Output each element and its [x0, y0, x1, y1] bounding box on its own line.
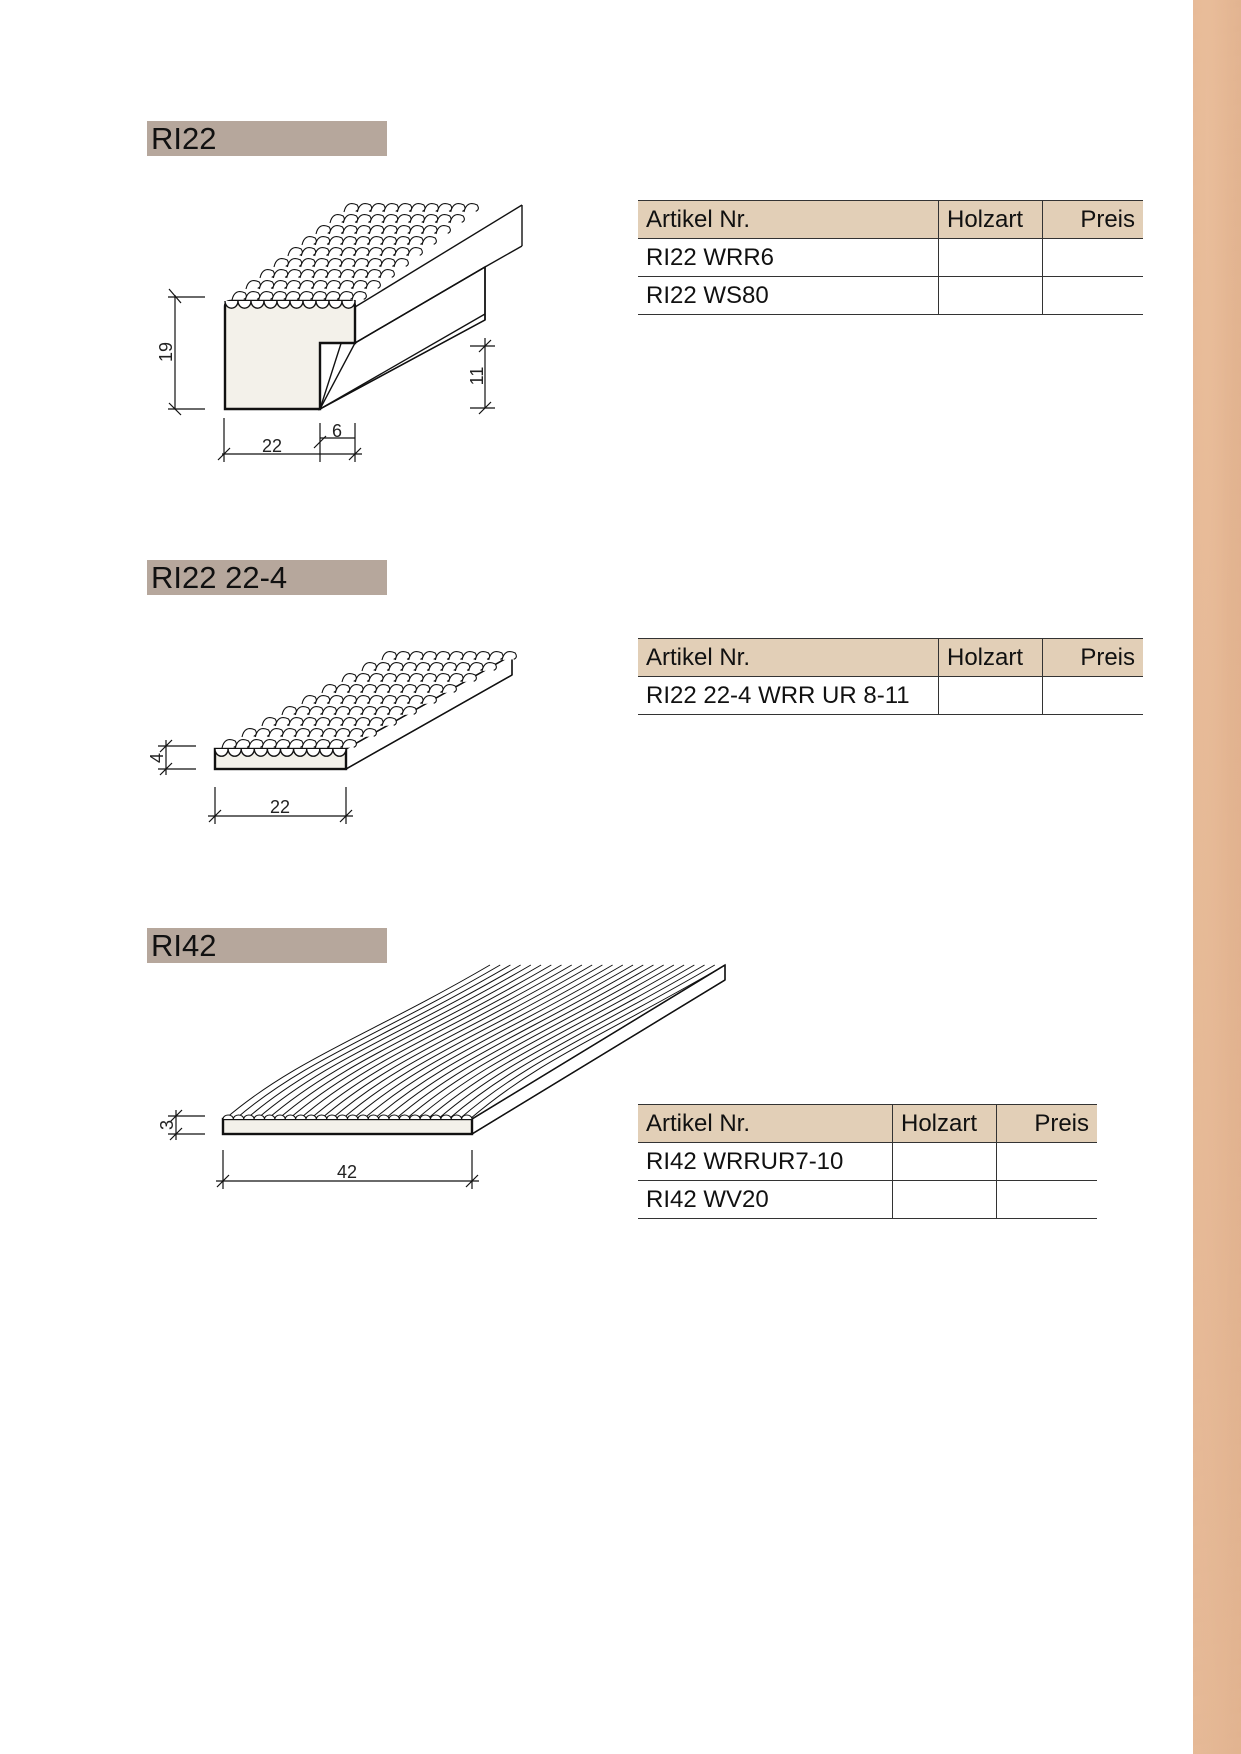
- scale-mark: [395, 674, 409, 682]
- scale-mark: [415, 685, 429, 693]
- scale-mark: [423, 215, 437, 223]
- scale-mark: [383, 226, 397, 234]
- rib-crest: [296, 1115, 306, 1119]
- scale-mark: [295, 707, 309, 715]
- scale-mark: [409, 226, 423, 234]
- scale-mark: [315, 237, 329, 245]
- preis-cell: [1043, 677, 1144, 715]
- scale-mark: [301, 259, 315, 267]
- scale-mark: [262, 740, 276, 748]
- scallop-mark: [342, 301, 355, 308]
- scale-mark: [369, 674, 383, 682]
- scale-mark: [429, 685, 443, 693]
- scale-mark: [367, 259, 381, 267]
- rib-line: [459, 965, 714, 1119]
- scale-mark: [285, 292, 299, 300]
- scale-mark: [289, 718, 303, 726]
- scale-mark: [380, 270, 394, 278]
- preis-cell: [997, 1181, 1098, 1219]
- dim-width-ri42: 42: [336, 1162, 358, 1182]
- scale-mark: [382, 237, 396, 245]
- holzart-cell: [893, 1143, 997, 1181]
- scale-mark: [369, 696, 383, 704]
- scale-mark: [342, 718, 356, 726]
- scale-mark: [322, 729, 336, 737]
- scale-mark: [415, 663, 429, 671]
- scale-mark: [349, 685, 363, 693]
- scale-mark: [309, 729, 323, 737]
- scale-mark: [354, 259, 368, 267]
- scale-mark: [429, 663, 443, 671]
- scale-mark: [301, 248, 315, 256]
- scale-mark: [449, 674, 463, 682]
- scale-mark: [455, 663, 469, 671]
- scale-mark: [329, 696, 343, 704]
- scale-mark: [402, 685, 416, 693]
- scale-mark: [302, 740, 316, 748]
- scale-mark: [287, 259, 301, 267]
- scale-mark: [327, 259, 341, 267]
- scale-mark: [355, 696, 369, 704]
- preis-cell: [997, 1143, 1098, 1181]
- scale-mark: [275, 718, 289, 726]
- scale-mark: [343, 215, 357, 223]
- scale-mark: [375, 663, 389, 671]
- scale-mark: [326, 281, 340, 289]
- scale-mark: [329, 718, 343, 726]
- scale-mark: [451, 204, 465, 212]
- scale-mark: [352, 292, 366, 300]
- scale-mark: [389, 707, 403, 715]
- scale-mark: [442, 663, 456, 671]
- scale-mark: [389, 663, 403, 671]
- scale-mark: [259, 292, 273, 300]
- scale-mark: [273, 281, 287, 289]
- scale-mark: [315, 248, 329, 256]
- scallop-mark: [215, 749, 228, 756]
- rib-crest: [233, 1115, 243, 1119]
- scale-mark: [396, 226, 410, 234]
- scale-mark: [362, 663, 376, 671]
- rib-crest: [462, 1115, 472, 1119]
- scale-mark: [343, 226, 357, 234]
- artikel-cell: RI42 WRRUR7-10: [638, 1143, 893, 1181]
- col-artikel: Artikel Nr.: [638, 1105, 893, 1143]
- artikel-cell: RI42 WV20: [638, 1181, 893, 1219]
- scale-mark: [382, 696, 396, 704]
- scale-mark: [269, 729, 283, 737]
- table-row: [638, 277, 1143, 315]
- scale-mark: [375, 685, 389, 693]
- scale-mark: [302, 696, 316, 704]
- scale-mark: [300, 270, 314, 278]
- rib-crest: [244, 1115, 254, 1119]
- rib-crest: [431, 1115, 441, 1119]
- dim-rebate-ri22: 6: [331, 421, 343, 441]
- scale-mark: [422, 674, 436, 682]
- scale-mark: [353, 270, 367, 278]
- scale-mark: [342, 237, 356, 245]
- scale-mark: [356, 226, 370, 234]
- scale-mark: [245, 292, 259, 300]
- scale-mark: [339, 281, 353, 289]
- rib-crest: [337, 1115, 347, 1119]
- scale-mark: [369, 237, 383, 245]
- scale-mark: [397, 204, 411, 212]
- col-preis: Preis: [1043, 201, 1144, 239]
- artikel-cell: RI22 WS80: [638, 277, 939, 315]
- scale-mark: [329, 237, 343, 245]
- rib-crest: [327, 1115, 337, 1119]
- scale-mark: [344, 204, 358, 212]
- scale-mark: [342, 740, 356, 748]
- scale-mark: [502, 652, 516, 660]
- scale-mark: [330, 215, 344, 223]
- scale-mark: [288, 248, 302, 256]
- preis-cell: [1043, 239, 1144, 277]
- section-title-ri22: RI22: [147, 121, 387, 156]
- scale-mark: [435, 652, 449, 660]
- rib-crest: [275, 1115, 285, 1119]
- scale-mark: [464, 204, 478, 212]
- scallop-mark: [277, 301, 290, 308]
- scallop-mark: [290, 301, 303, 308]
- table-row: [638, 1181, 1097, 1219]
- scallop-mark: [316, 301, 329, 308]
- section-title-ri22-22-4: RI22 22-4: [147, 560, 387, 595]
- scale-mark: [489, 652, 503, 660]
- col-artikel: Artikel Nr.: [638, 201, 939, 239]
- scallop-mark: [225, 301, 238, 308]
- rib-crest: [451, 1115, 461, 1119]
- scale-mark: [328, 248, 342, 256]
- scale-mark: [274, 259, 288, 267]
- scale-mark: [313, 270, 327, 278]
- scale-mark: [402, 707, 416, 715]
- scale-mark: [450, 215, 464, 223]
- scale-mark: [409, 696, 423, 704]
- scale-mark: [409, 674, 423, 682]
- scale-mark: [469, 663, 483, 671]
- scale-mark: [342, 696, 356, 704]
- scale-mark: [335, 729, 349, 737]
- scale-mark: [353, 281, 367, 289]
- scale-mark: [299, 292, 313, 300]
- scallop-mark: [281, 749, 294, 756]
- scale-mark: [302, 718, 316, 726]
- rib-crest: [285, 1115, 295, 1119]
- scallop-mark: [294, 749, 307, 756]
- rib-line: [374, 965, 633, 1119]
- scale-mark: [411, 204, 425, 212]
- scale-mark: [395, 237, 409, 245]
- scale-mark: [339, 292, 353, 300]
- rib-crest: [420, 1115, 430, 1119]
- scale-mark: [249, 740, 263, 748]
- dim-width-ri22-22-4: 22: [269, 797, 291, 817]
- scale-mark: [235, 740, 249, 748]
- price-table-ri22-22-4: [638, 638, 1143, 715]
- scale-mark: [314, 259, 328, 267]
- scale-mark: [246, 281, 260, 289]
- scale-mark: [299, 281, 313, 289]
- scallop-mark: [264, 301, 277, 308]
- scale-mark: [289, 740, 303, 748]
- scale-mark: [260, 270, 274, 278]
- scale-mark: [423, 226, 437, 234]
- scale-mark: [382, 674, 396, 682]
- dim-height-ri22: 19: [156, 341, 176, 363]
- scale-mark: [402, 663, 416, 671]
- col-holzart: Holzart: [939, 639, 1043, 677]
- holzart-cell: [939, 677, 1043, 715]
- scale-mark: [259, 281, 273, 289]
- scale-mark: [313, 281, 327, 289]
- scale-mark: [395, 652, 409, 660]
- col-holzart: Holzart: [893, 1105, 997, 1143]
- scale-mark: [341, 259, 355, 267]
- scale-mark: [322, 685, 336, 693]
- artikel-cell: RI22 WRR6: [638, 239, 939, 277]
- scale-mark: [282, 729, 296, 737]
- scale-mark: [282, 707, 296, 715]
- scallop-mark: [303, 301, 316, 308]
- scallop-mark: [307, 749, 320, 756]
- price-table-ri42: [638, 1104, 1097, 1219]
- scale-mark: [309, 707, 323, 715]
- rib-line: [353, 965, 613, 1119]
- scale-mark: [435, 674, 449, 682]
- scale-mark: [382, 652, 396, 660]
- scallop-mark: [228, 749, 241, 756]
- rib-crest: [379, 1115, 389, 1119]
- profile-drawing-ri22: [140, 190, 540, 470]
- rib-crest: [399, 1115, 409, 1119]
- scale-mark: [312, 292, 326, 300]
- scale-mark: [367, 270, 381, 278]
- scale-mark: [437, 204, 451, 212]
- dim-width-ri22: 22: [261, 436, 283, 456]
- scale-mark: [316, 226, 330, 234]
- scale-mark: [355, 237, 369, 245]
- scale-mark: [232, 292, 246, 300]
- rib-line: [342, 965, 602, 1119]
- scale-mark: [362, 707, 376, 715]
- scale-mark: [349, 729, 363, 737]
- scale-mark: [395, 248, 409, 256]
- scale-mark: [369, 226, 383, 234]
- scale-mark: [442, 685, 456, 693]
- scale-mark: [362, 685, 376, 693]
- scale-mark: [422, 237, 436, 245]
- scale-mark: [395, 696, 409, 704]
- scale-mark: [371, 204, 385, 212]
- scale-mark: [482, 663, 496, 671]
- scale-mark: [302, 237, 316, 245]
- rib-crest: [316, 1115, 326, 1119]
- rib-crest: [410, 1115, 420, 1119]
- scale-mark: [329, 226, 343, 234]
- rib-line: [438, 965, 694, 1119]
- rib-line: [363, 965, 622, 1119]
- scale-mark: [381, 248, 395, 256]
- scale-mark: [315, 740, 329, 748]
- scallop-mark: [333, 749, 346, 756]
- scale-mark: [322, 707, 336, 715]
- rib-crest: [223, 1115, 233, 1119]
- scale-mark: [286, 281, 300, 289]
- rib-crest: [306, 1115, 316, 1119]
- scale-mark: [315, 718, 329, 726]
- dim-depth-ri22: 11: [467, 366, 487, 386]
- scale-mark: [355, 674, 369, 682]
- scale-mark: [383, 215, 397, 223]
- scale-mark: [384, 204, 398, 212]
- table-row: [638, 677, 1143, 715]
- scale-mark: [329, 740, 343, 748]
- scale-mark: [357, 204, 371, 212]
- wood-texture-strip: [1193, 0, 1241, 1754]
- scallop-mark: [241, 749, 254, 756]
- scale-mark: [437, 215, 451, 223]
- section-title-ri42: RI42: [147, 928, 387, 963]
- scale-mark: [325, 292, 339, 300]
- rib-crest: [368, 1115, 378, 1119]
- scale-mark: [355, 718, 369, 726]
- rib-crest: [389, 1115, 399, 1119]
- col-artikel: Artikel Nr.: [638, 639, 939, 677]
- dim-height-ri42: 3: [157, 1119, 177, 1131]
- scale-mark: [273, 270, 287, 278]
- scale-mark: [315, 696, 329, 704]
- rib-crest: [254, 1115, 264, 1119]
- scale-mark: [340, 270, 354, 278]
- table-row: [638, 239, 1143, 277]
- holzart-cell: [939, 277, 1043, 315]
- scale-mark: [382, 718, 396, 726]
- scale-mark: [375, 707, 389, 715]
- scale-mark: [341, 248, 355, 256]
- scale-mark: [272, 292, 286, 300]
- scale-mark: [409, 652, 423, 660]
- rib-line: [417, 965, 674, 1119]
- rib-crest: [358, 1115, 368, 1119]
- scallop-mark: [329, 301, 342, 308]
- scale-mark: [222, 740, 236, 748]
- scale-mark: [342, 674, 356, 682]
- scale-mark: [242, 729, 256, 737]
- col-holzart: Holzart: [939, 201, 1043, 239]
- artikel-cell: RI22 22-4 WRR UR 8-11: [638, 677, 939, 715]
- scale-mark: [369, 718, 383, 726]
- scale-mark: [275, 740, 289, 748]
- scale-mark: [462, 652, 476, 660]
- preis-cell: [1043, 277, 1144, 315]
- scale-mark: [389, 685, 403, 693]
- col-preis: Preis: [1043, 639, 1144, 677]
- scallop-mark: [267, 749, 280, 756]
- scale-mark: [397, 215, 411, 223]
- scale-mark: [381, 259, 395, 267]
- scale-mark: [335, 707, 349, 715]
- scale-mark: [355, 248, 369, 256]
- scale-mark: [422, 696, 436, 704]
- scale-mark: [255, 729, 269, 737]
- scale-mark: [462, 674, 476, 682]
- scallop-mark: [251, 301, 264, 308]
- profile-drawing-ri22-22-4: [140, 630, 540, 830]
- rib-crest: [441, 1115, 451, 1119]
- price-table-ri22: [638, 200, 1143, 315]
- scale-mark: [409, 237, 423, 245]
- rib-crest: [348, 1115, 358, 1119]
- scale-mark: [449, 652, 463, 660]
- scale-mark: [424, 204, 438, 212]
- scallop-mark: [238, 301, 251, 308]
- scale-mark: [422, 652, 436, 660]
- scale-mark: [436, 226, 450, 234]
- scale-mark: [295, 729, 309, 737]
- scale-mark: [410, 215, 424, 223]
- scale-mark: [287, 270, 301, 278]
- holzart-cell: [893, 1181, 997, 1219]
- holzart-cell: [939, 239, 1043, 277]
- scale-mark: [368, 248, 382, 256]
- rib-line: [427, 965, 684, 1119]
- scale-mark: [262, 718, 276, 726]
- scale-mark: [357, 215, 371, 223]
- scale-mark: [349, 707, 363, 715]
- scale-mark: [335, 685, 349, 693]
- rib-line: [332, 965, 593, 1119]
- table-row: [638, 1143, 1097, 1181]
- scale-mark: [362, 729, 376, 737]
- scale-mark: [370, 215, 384, 223]
- scale-mark: [327, 270, 341, 278]
- scallop-mark: [254, 749, 267, 756]
- scale-mark: [475, 652, 489, 660]
- rib-line: [449, 965, 705, 1119]
- col-preis: Preis: [997, 1105, 1098, 1143]
- rib-crest: [265, 1115, 275, 1119]
- scale-mark: [408, 248, 422, 256]
- scallop-mark: [320, 749, 333, 756]
- dim-height-ri22-22-4: 4: [147, 752, 167, 764]
- scale-mark: [366, 281, 380, 289]
- scale-mark: [394, 259, 408, 267]
